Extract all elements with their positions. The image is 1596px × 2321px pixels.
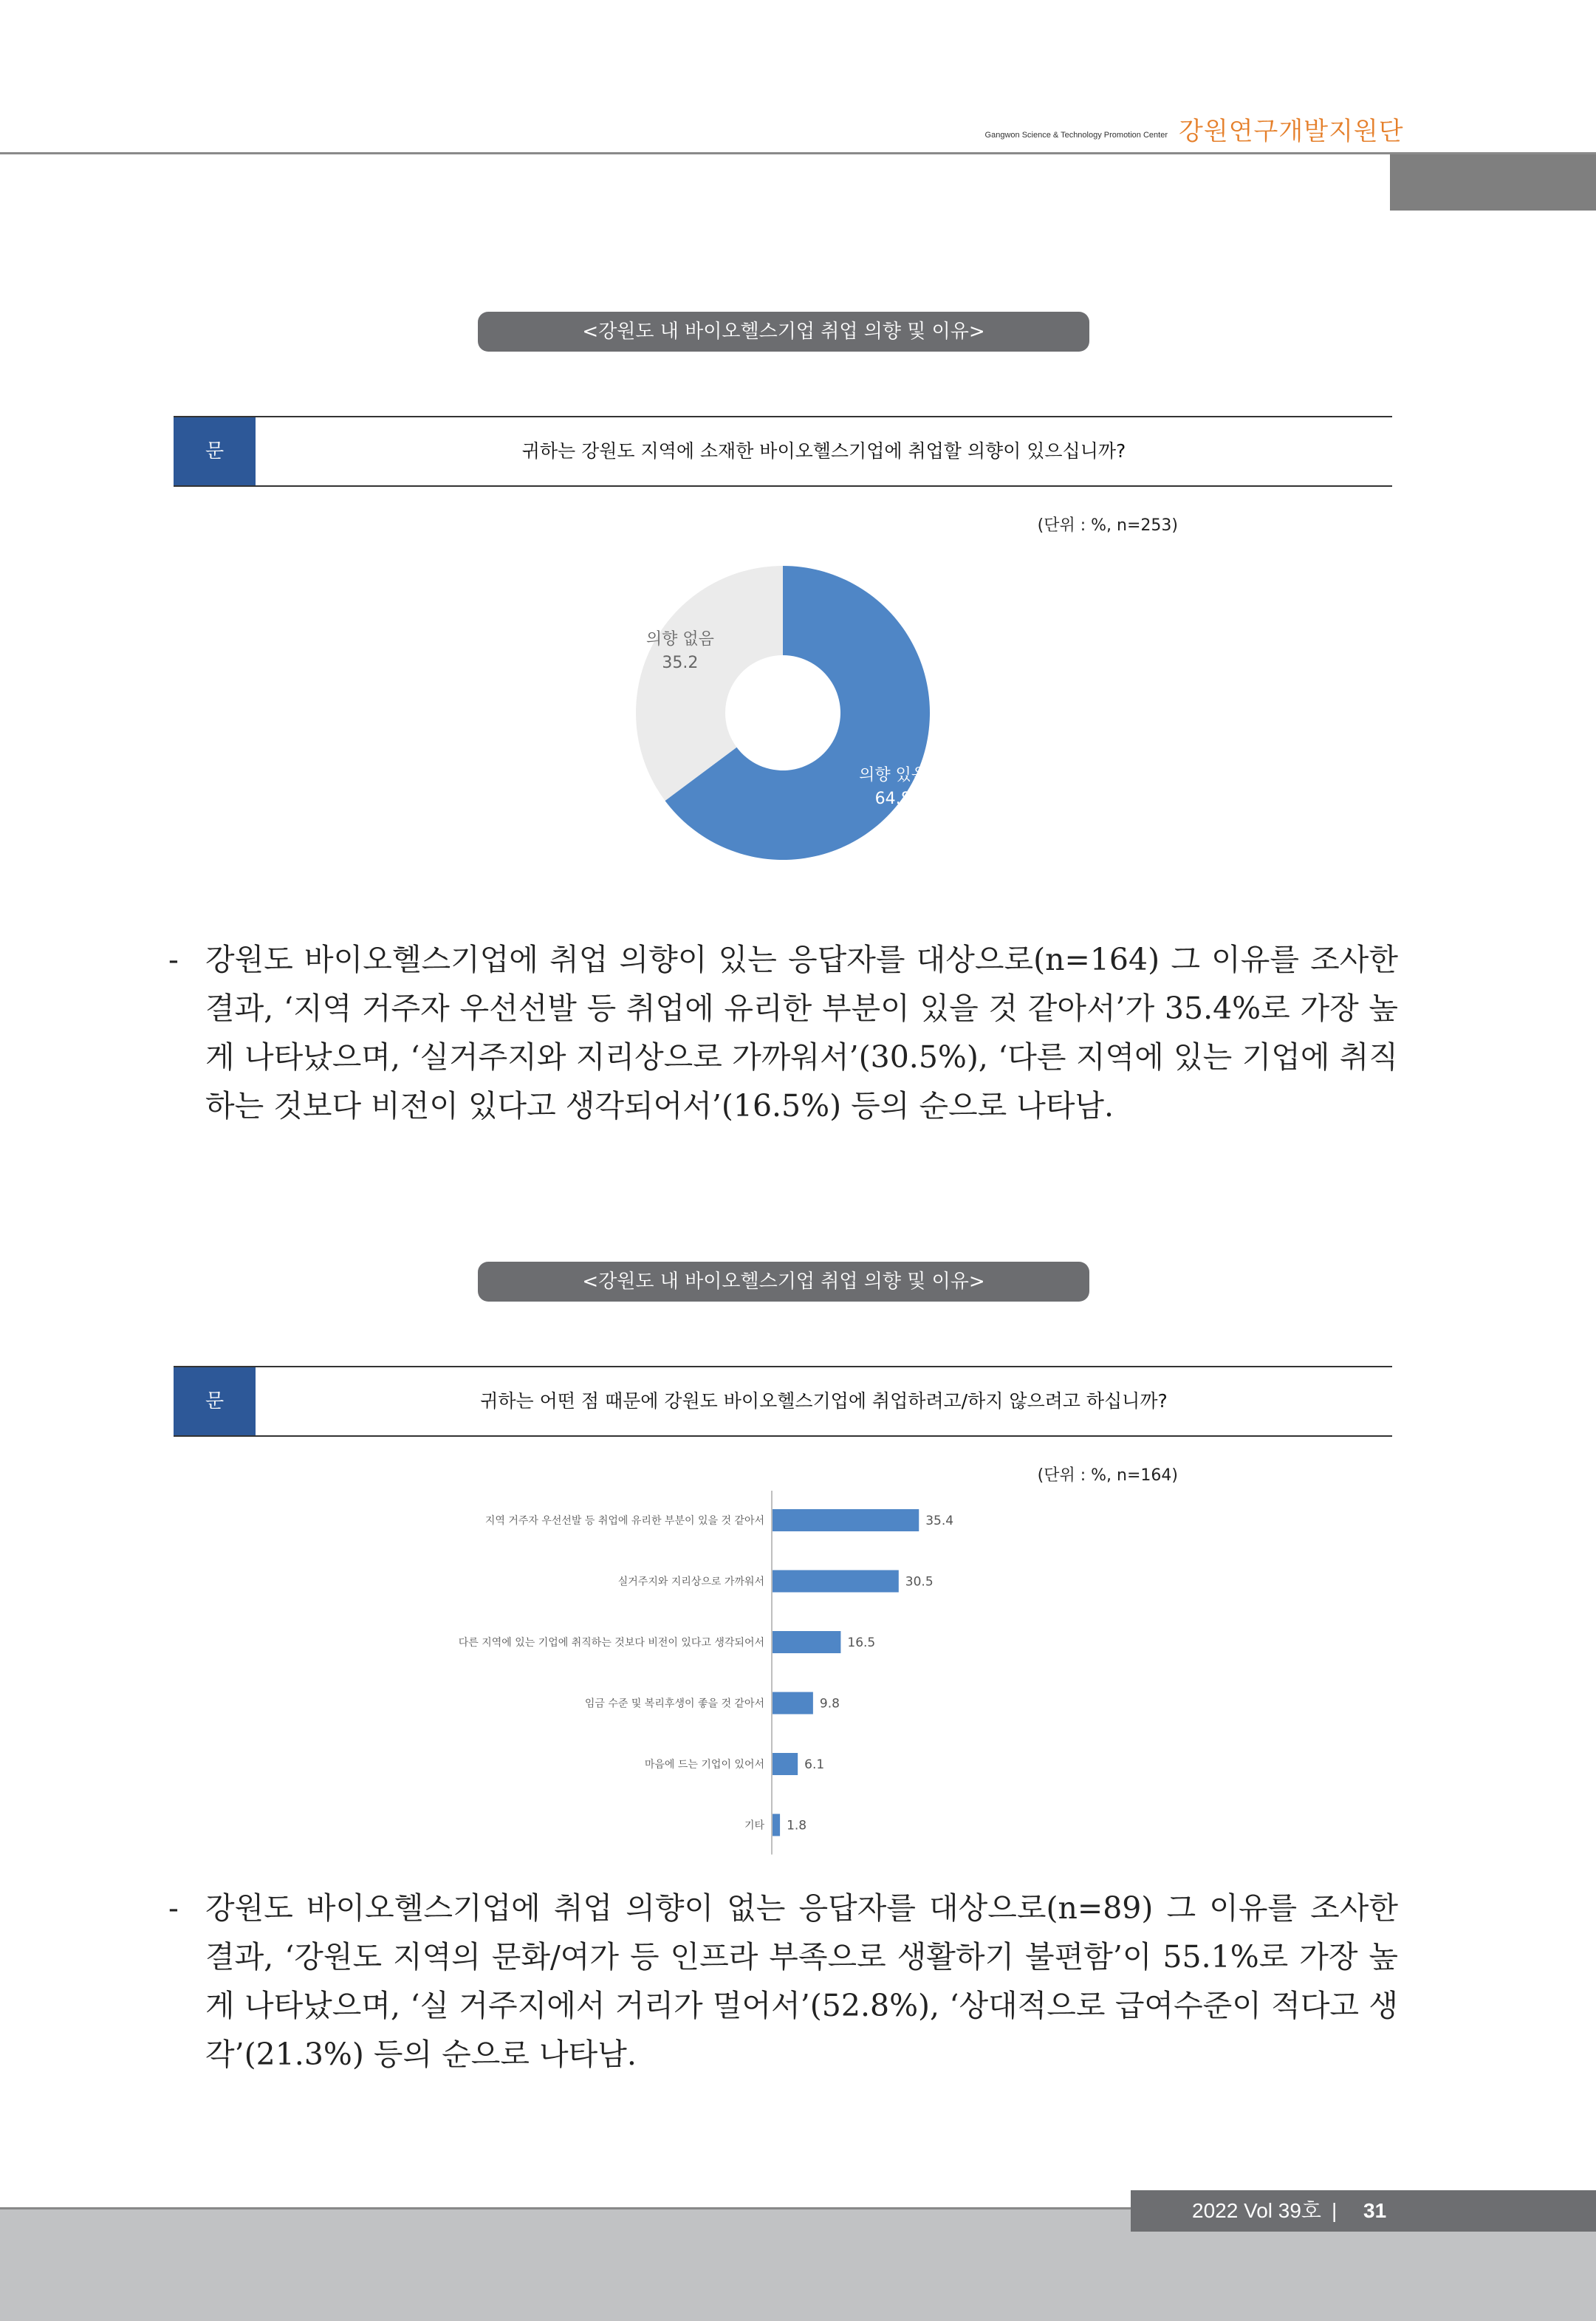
bar [773,1753,798,1775]
bar-chart [399,1491,1211,1860]
slice-value-label: 64.8 [874,789,911,808]
slice-category-label: 의향 없음 [645,630,714,649]
unit-note: (단위 : %, n=253) [1037,516,1178,535]
donut-slice [636,566,783,801]
unit-note: (단위 : %, n=164) [1037,1466,1178,1485]
header-org-korean: 강원연구개발지원단 [1179,117,1404,146]
slice-value-label: 35.2 [662,654,699,673]
bar-category-label: 마음에 드는 기업이 있어서 [644,1759,764,1771]
section2-title-pill: <강원도 내 바이오헬스기업 취업 의향 및 이유> [478,1262,1089,1302]
section1-title-pill: <강원도 내 바이오헬스기업 취업 의향 및 이유> [478,312,1089,352]
header-divider [0,152,1596,154]
footer-volume: 2022 Vol 39호 [1192,2199,1321,2222]
question-text: 귀하는 어떤 점 때문에 강원도 바이오헬스기업에 취업하려고/하지 않으려고 하십니까? [480,1390,1168,1412]
bullet-dash: - [168,942,179,977]
section1-question-box [174,416,1392,487]
bar-category-label: 다른 지역에 있는 기업에 취직하는 것보다 비전이 있다고 생각되어서 [458,1637,764,1649]
bar-category-label: 임금 수준 및 복리후생이 좋을 것 같아서 [584,1698,764,1710]
bar-category-label: 실거주지와 지리상으로 가까워서 [617,1576,764,1588]
bar [773,1570,899,1593]
bar-category-label: 지역 거주자 우선선발 등 취업에 유리한 부분이 있을 것 같아서 [484,1515,764,1527]
question-text: 귀하는 강원도 지역에 소재한 바이오헬스기업에 취업할 의향이 있으십니까? [521,440,1126,462]
bar [773,1509,919,1531]
footer-page-tab [1131,2190,1596,2232]
header-tab-block [1390,154,1596,211]
bar [773,1814,780,1836]
bar-value-label: 30.5 [905,1574,934,1590]
bullet-dash: - [168,1890,179,1926]
bar-value-label: 9.8 [819,1696,840,1712]
bar-value-label: 16.5 [847,1635,876,1650]
bar-value-label: 6.1 [804,1757,825,1772]
donut-chart [620,561,945,872]
bar [773,1692,813,1715]
header-org-english: Gangwon Science & Technology Promotion Center [984,131,1168,140]
footer-separator: | [1332,2199,1338,2222]
page-number: 31 [1363,2199,1387,2222]
bar-value-label: 35.4 [925,1514,954,1528]
question-label: 문 [174,417,256,485]
paragraph-2 [168,1884,1398,2079]
section2-question-box [174,1366,1392,1437]
paragraph-text: 강원도 바이오헬스기업에 취업 의향이 있는 응답자를 대상으로(n=164) 그 이유를 조사한 결과, ‘지역 거주자 우선선발 등 취업에 유리한 부분이 있을 것 같아서’가 35.4%로 가장 높게 나타났으며, ‘실거주지와 지리상으로 가까워서’(30.5%), ‘다른 지역에 있는 기업에 취직하는 것보다 비전이 있다고 생각되어서’(16.5%) 등의 순으로 나타남. [205,942,1398,1124]
paragraph-1 [168,935,1398,1130]
bar-value-label: 1.8 [787,1818,807,1833]
bar [773,1631,840,1653]
bar-category-label: 기타 [744,1819,764,1832]
slice-category-label: 의향 있음 [859,765,928,785]
question-label: 문 [174,1367,256,1435]
paragraph-text: 강원도 바이오헬스기업에 취업 의향이 없는 응답자를 대상으로(n=89) 그 이유를 조사한 결과, ‘강원도 지역의 문화/여가 등 인프라 부족으로 생활하기 불편함’이 55.1%로 가장 높게 나타났으며, ‘실 거주지에서 거리가 멀어서’(52.8%), ‘상대적으로 급여수준이 적다고 생각’(21.3%) 등의 순으로 나타남. [205,1890,1398,2072]
